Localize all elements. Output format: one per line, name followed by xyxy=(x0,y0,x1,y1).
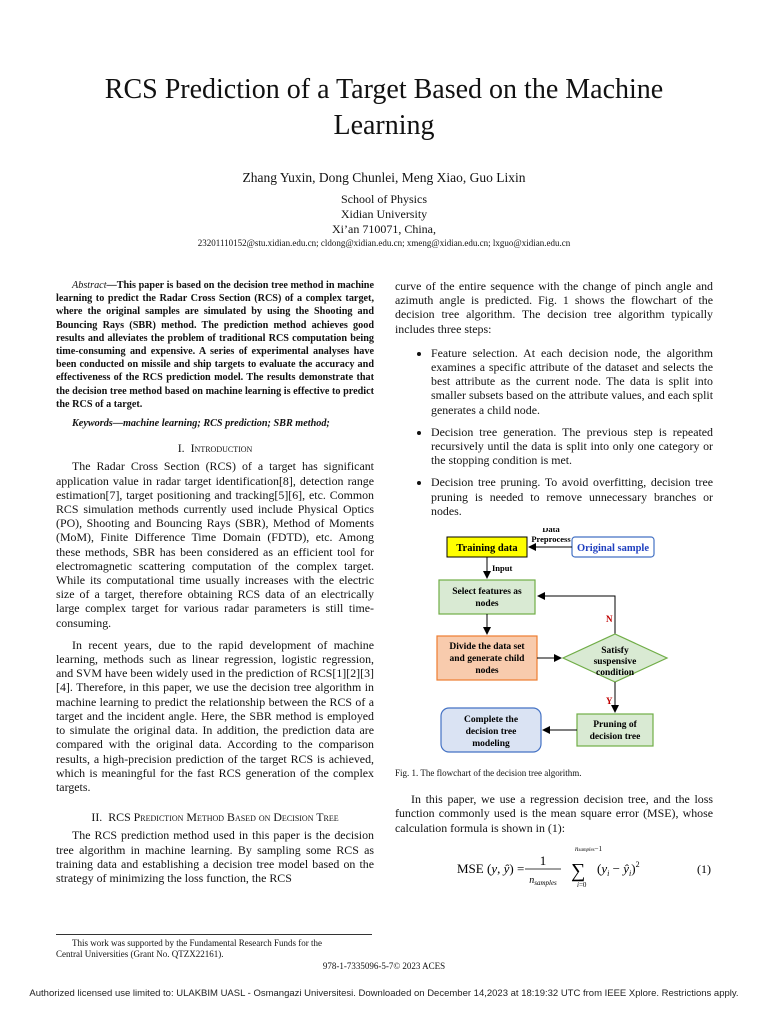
section-1-title: Introduction xyxy=(190,441,253,456)
data-preprocess-label-l2: Preprocess xyxy=(531,534,571,545)
divide-label-l3: nodes xyxy=(475,666,499,677)
complete-label-l3: modeling xyxy=(472,739,510,750)
arrow-no-loop xyxy=(538,596,615,638)
original-sample-label: Original sample xyxy=(576,543,650,555)
right-column xyxy=(395,279,713,887)
mse-formula xyxy=(395,843,713,893)
select-features-label-l1: Select features as xyxy=(452,587,522,598)
data-preprocess-label-l1: Data xyxy=(542,528,560,535)
condition-label-l2: suspensive xyxy=(593,657,637,668)
no-branch-label: N xyxy=(606,614,613,625)
input-label: Input xyxy=(492,563,513,574)
section-2-heading xyxy=(56,810,374,824)
divide-label-l2: and generate child xyxy=(449,654,525,665)
author-list: Zhang Yuxin, Dong Chunlei, Meng Xiao, Guo Lixin xyxy=(242,170,526,185)
select-features-label-l2: nodes xyxy=(475,599,499,610)
footnote-line-2: Central Universities (Grant No. QTZX22161). xyxy=(56,949,224,959)
abstract xyxy=(56,279,374,411)
section-2-paragraph-1: The RCS prediction method used in this paper is the decision tree algorithm in machine learning. By sampling some RCS as training data and establishing a decision tree model based on the strategy of minimizing the loss function, the RCS xyxy=(56,828,374,885)
right-paragraph-2: In this paper, we use a regression decision tree, and the loss function commonly used is the mean square error (MSE), whose calculation formula is shown in (1): xyxy=(395,792,713,835)
author-emails: 23201110152@stu.xidian.edu.cn; cldong@xidian.edu.cn; xmeng@xidian.edu.cn; lxguo@xidian.edu.cn xyxy=(197,238,571,248)
pruning-label-l2: decision tree xyxy=(589,732,641,743)
left-column xyxy=(56,279,374,885)
section-2-number: II. xyxy=(91,810,103,825)
pruning-label-l1: Pruning of xyxy=(593,720,637,731)
mse-sigma: ∑ xyxy=(571,859,586,882)
training-data-label: Training data xyxy=(456,543,518,555)
steps-list-item: • Feature selection. At each decision node, the algorithm examines a specific attribute of the dataset and selects the best attribute as the current node. The data is split into smaller subsets based on the attribute values, and each split generates a child node. xyxy=(431,346,713,417)
mse-denominator: $n_{samples}$ xyxy=(529,874,557,887)
mse-sum-upper: nsamples−1 xyxy=(575,844,603,853)
complete-label-l1: Complete the xyxy=(463,715,519,726)
abstract-text: —This paper is based on the decision tree method in machine learning to predict the Radar Cross Section (RCS) of a complex target, where the original samples are simulated by using the Shooting and Bouncing Rays (SBR) method. The prediction method achieves good results and alleviates the problem of traditional RCS computation being time-consuming and expensive. A series of experimental analyses have been conducted on missile and ship targets to evaluate the accuracy and effectiveness of the RCS prediction model. The results demonstrate that the decision tree method based on machine learning is effective to predict the RCS of a target. xyxy=(56,280,374,410)
right-paragraph-1: curve of the entire sequence with the change of pinch angle and azimuth angle is predicted. Fig. 1 shows the flowchart of the decision tree algorithm. The decision tree algorithm typically includes three steps: xyxy=(395,279,713,336)
affiliation-address: Xi’an 710071, China, xyxy=(332,222,436,236)
section-1-heading xyxy=(56,441,374,455)
yes-branch-label: Y xyxy=(606,696,613,707)
intro-paragraph-1: The Radar Cross Section (RCS) of a target has significant application value in radar target identification[8], detection range estimation[7], target positioning and tracking[5][6], etc. Common RCS simulation methods currently used include Physical Optics (PO), Shooting and Bouncing Rays (SBR), Method of Moments (MoM), Finite Difference Time Domain (FDTD), etc. Among these methods, SBR has been considered as an efficient tool for electromagnetic scattering computation of the complex target. While its computational time usually increases with the electric size of a target, therefore obtaining RCS data of an electrically large complex target for various radar parameters is still time-consuming. xyxy=(56,459,374,630)
figure-1-flowchart xyxy=(395,528,713,756)
divide-label-l1: Divide the data set xyxy=(449,642,525,653)
title-line-1: RCS Prediction of a Target Based on the Machine xyxy=(104,74,664,105)
condition-label-l3: condition xyxy=(595,668,635,679)
footnote xyxy=(56,934,374,960)
complete-label-l2: decision tree xyxy=(465,727,517,738)
flowchart-svg xyxy=(395,528,713,756)
equation-1 xyxy=(395,843,713,887)
steps-list-item: • Decision tree generation. The previous step is repeated recursively until the data is split into only one category or the stopping condition is met. xyxy=(431,425,713,468)
affiliation-block xyxy=(0,192,768,237)
steps-list-item: • Decision tree pruning. To avoid overfitting, decision tree pruning is needed to remove unnecessary branches or nodes. xyxy=(431,475,713,518)
keywords: Keywords—machine learning; RCS prediction; SBR method; xyxy=(72,418,330,430)
affiliation-school: School of Physics xyxy=(340,192,427,206)
mse-term: ($y_i$ − $ŷ_i)^2$ xyxy=(597,859,640,878)
paper-title xyxy=(40,72,728,144)
mse-numerator: 1 xyxy=(539,852,547,868)
isbn-copyright: 978-1-7335096-5-7© 2023 ACES xyxy=(322,961,446,971)
condition-label-l1: Satisfy xyxy=(601,646,629,657)
section-1-number: I. xyxy=(177,441,185,456)
mse-lhs: MSE (y, ŷ) = xyxy=(457,860,525,876)
license-notice: Authorized licensed use limited to: ULAKBIM UASL - Osmangazi Universitesi. Downloaded on December 14,2023 at 18:19:32 UTC from IEEE Xplore. Restrictions apply. xyxy=(29,988,739,999)
affiliation-university: Xidian University xyxy=(340,207,428,221)
equation-number: (1) xyxy=(697,861,711,876)
steps-list xyxy=(395,346,713,518)
title-line-2: Learning xyxy=(333,110,435,141)
figure-1-caption: Fig. 1. The flowchart of the decision tree algorithm. xyxy=(395,768,582,779)
footnote-line-1: This work was supported by the Fundamental Research Funds for the xyxy=(72,938,322,948)
intro-paragraph-2: In recent years, due to the rapid development of machine learning, methods such as linear regression, logistic regression, and SVM have been widely used in the prediction of RCS[1][2][3][4]. Therefore, in this paper, we use the decision tree algorithm in machine learning to predict the relationship between the RCS of a target and the incident angle. Here, the SBR method is employed to simulate the original data. In addition, the prediction data are compared with the original data. According to the comparison results, a high-precision prediction of the target RCS is achieved, which is meaningful for the fast RCS generation of the complex targets. xyxy=(56,637,374,794)
section-2-title: RCS Prediction Method Based on Decision Tree xyxy=(108,810,339,825)
abstract-label: Abstract xyxy=(72,280,107,291)
mse-sum-lower: i=0 xyxy=(577,880,587,889)
footnote-rule xyxy=(56,934,372,935)
